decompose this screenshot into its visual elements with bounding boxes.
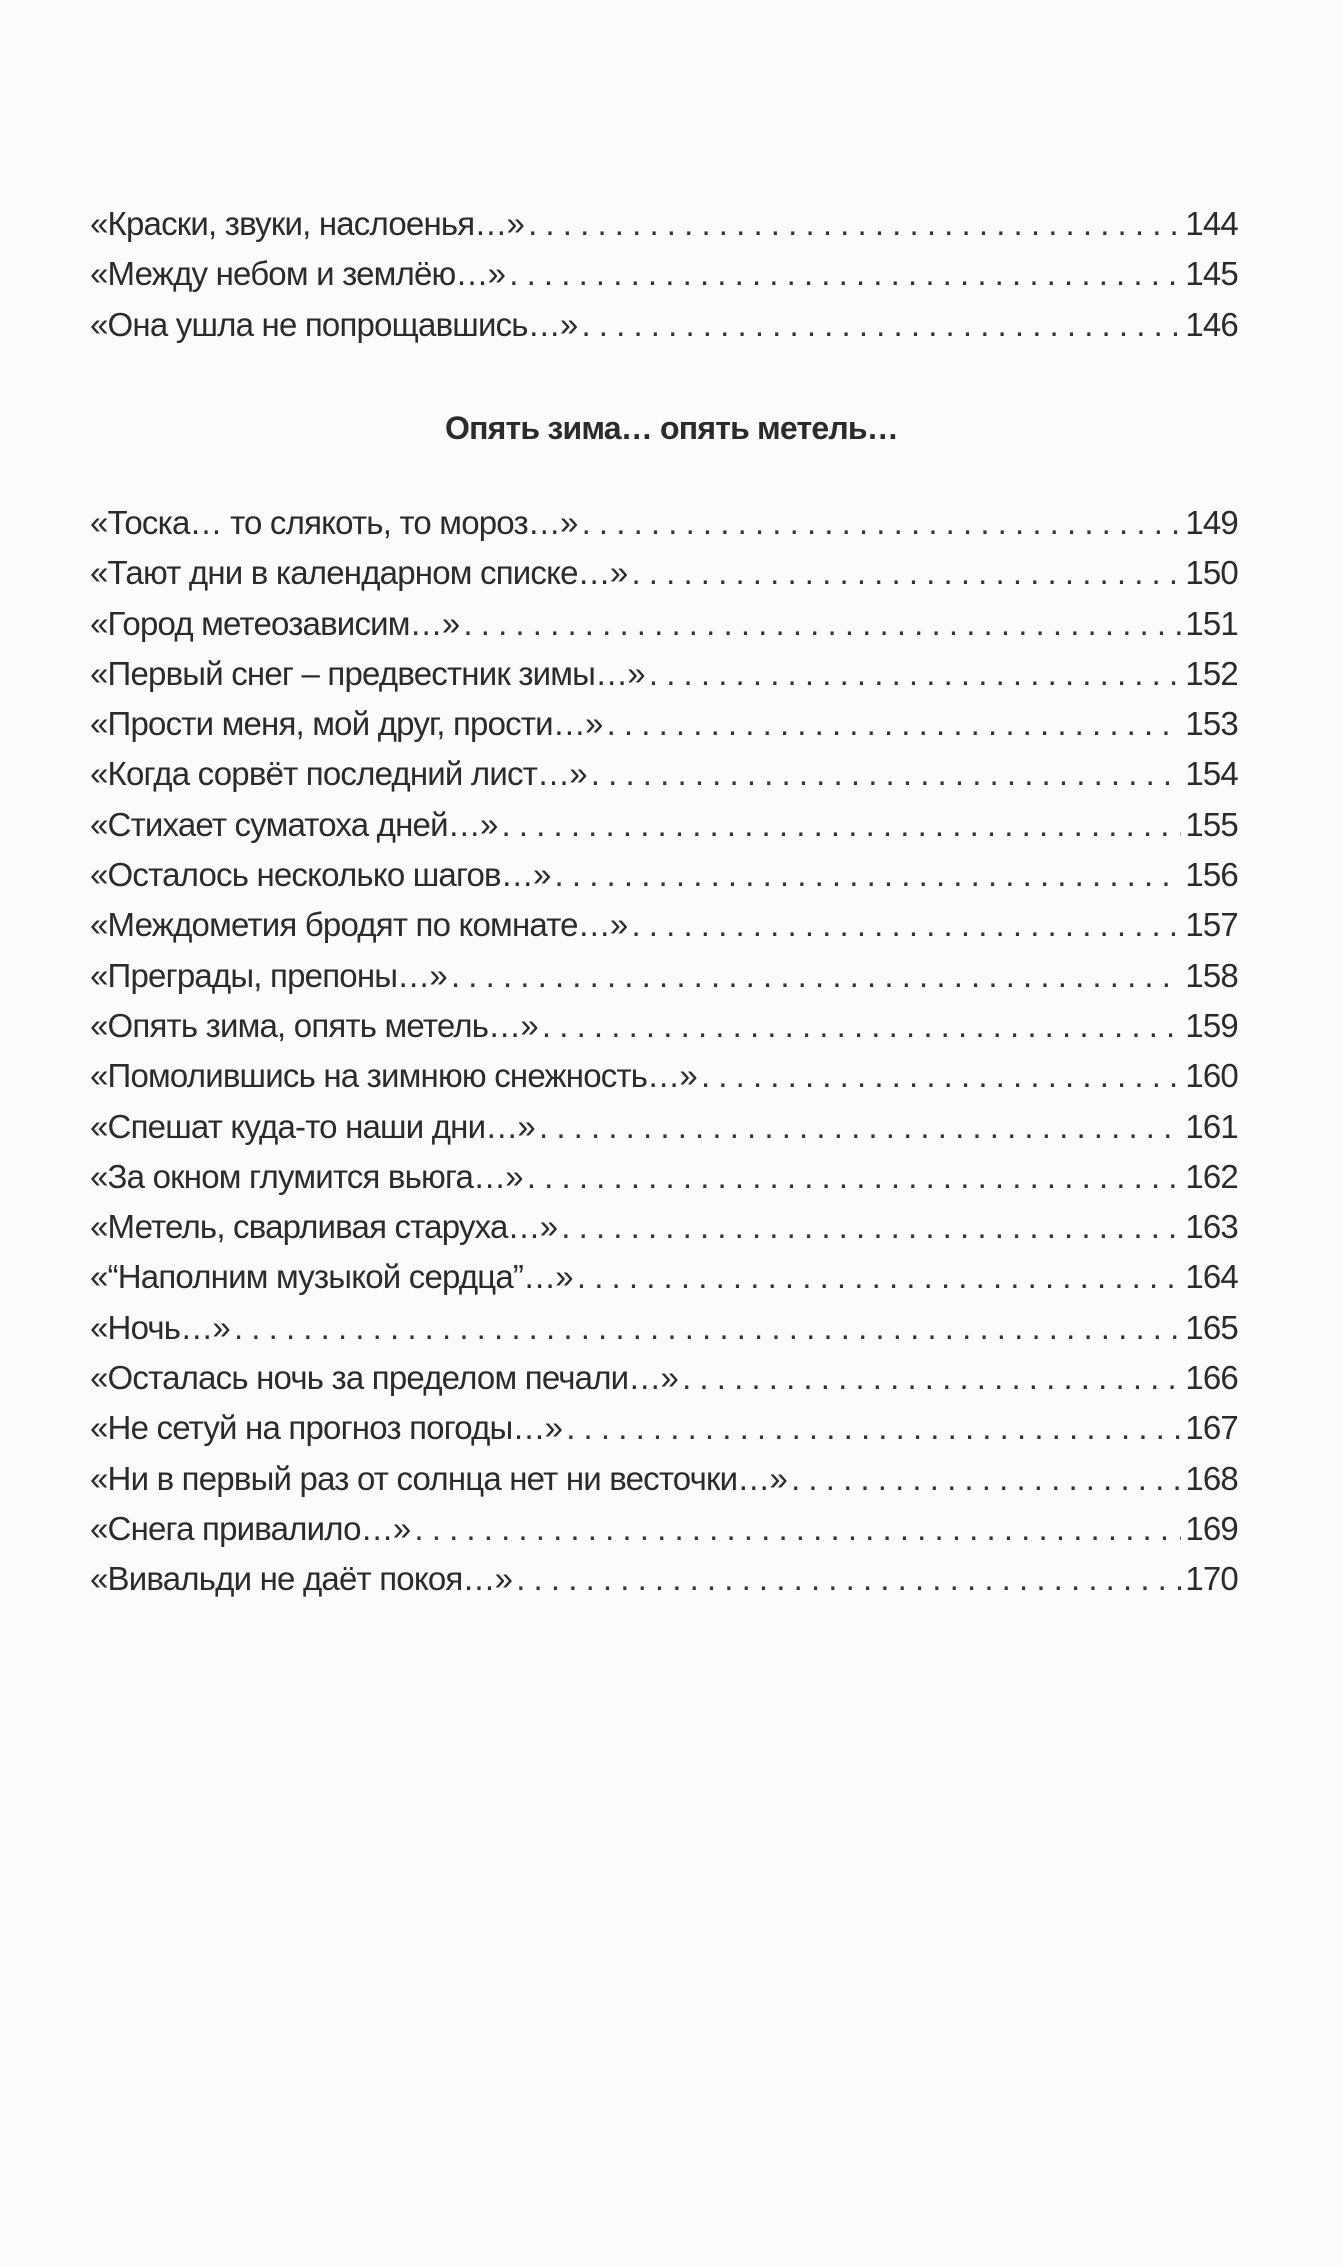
entry-title: «За окном глумится вьюга…» <box>90 1157 523 1195</box>
entry-page: 168 <box>1185 1459 1238 1497</box>
entry-page: 157 <box>1185 906 1238 944</box>
entry-title: «Помолившись на зимнюю снежность…» <box>90 1057 697 1095</box>
dot-leader <box>701 1057 1181 1095</box>
dot-leader <box>555 856 1182 894</box>
entry-title: «Преграды, препоны…» <box>90 956 447 994</box>
entry-page: 169 <box>1185 1509 1238 1547</box>
dot-leader <box>577 1258 1181 1296</box>
toc-entry[interactable] <box>90 554 1238 604</box>
entry-title: «Спешат куда-то наши дни…» <box>90 1107 535 1145</box>
dot-leader <box>682 1359 1181 1397</box>
dot-leader <box>591 755 1182 793</box>
toc-entry[interactable] <box>90 504 1238 554</box>
entry-page: 167 <box>1185 1409 1238 1447</box>
dot-leader <box>631 554 1181 592</box>
entry-page: 166 <box>1185 1359 1238 1397</box>
entry-title: «Тоска… то слякоть, то мороз…» <box>90 504 578 541</box>
entry-title: «Метель, сварливая старуха…» <box>90 1208 558 1246</box>
entry-page: 153 <box>1185 705 1238 743</box>
toc-entry[interactable] <box>90 705 1238 755</box>
dot-leader <box>502 806 1182 844</box>
entry-page: 155 <box>1185 805 1238 843</box>
toc-entry[interactable] <box>90 755 1238 805</box>
entry-page: 156 <box>1185 856 1238 894</box>
entry-title: «Опять зима, опять метель…» <box>90 1006 538 1044</box>
toc-entry[interactable] <box>90 856 1238 906</box>
entry-page: 164 <box>1185 1258 1238 1296</box>
entry-page: 150 <box>1185 554 1238 592</box>
dot-leader <box>649 655 1181 693</box>
dot-leader <box>527 1158 1182 1196</box>
entry-page: 154 <box>1185 755 1238 793</box>
entry-title: «Между небом и землёю…» <box>90 255 506 293</box>
entry-page: 160 <box>1185 1057 1238 1095</box>
toc-entry[interactable] <box>90 1359 1238 1409</box>
entry-title: «Первый снег – предвестник зимы…» <box>90 654 645 692</box>
toc-entry[interactable] <box>90 655 1238 705</box>
entry-title: «Прости меня, мой друг, прости…» <box>90 705 603 743</box>
toc-entry[interactable] <box>90 806 1238 856</box>
dot-leader <box>463 605 1181 643</box>
toc-entry[interactable] <box>90 1258 1238 1308</box>
dot-leader <box>561 1208 1181 1246</box>
entry-title: «Она ушла не попрощавшись…» <box>90 305 578 343</box>
entry-page: 151 <box>1185 604 1238 642</box>
entry-title: «Междометия бродят по комнате…» <box>90 906 628 944</box>
toc-entry[interactable] <box>90 957 1238 1007</box>
dot-leader <box>234 1309 1181 1347</box>
entry-title: «“Наполним музыкой сердца”…» <box>90 1258 573 1296</box>
toc-section-2 <box>90 504 1238 1611</box>
toc-entry[interactable] <box>90 255 1238 305</box>
dot-leader <box>451 957 1181 995</box>
entry-title: «Осталась ночь за пределом печали…» <box>90 1359 679 1397</box>
entry-page: 170 <box>1185 1560 1238 1598</box>
dot-leader <box>607 705 1182 743</box>
dot-leader <box>528 205 1181 243</box>
toc-entry[interactable] <box>90 906 1238 956</box>
entry-page: 145 <box>1185 255 1238 293</box>
entry-title: «Краски, звуки, наслоенья…» <box>90 205 525 242</box>
entry-title: «Тают дни в календарном списке…» <box>90 554 628 592</box>
toc-entry[interactable] <box>90 205 1238 255</box>
dot-leader <box>539 1108 1181 1146</box>
toc-entry[interactable] <box>90 1309 1238 1359</box>
section-heading: Опять зима… опять метель… <box>445 410 898 446</box>
toc-entry[interactable] <box>90 306 1238 356</box>
toc-entry[interactable] <box>90 1208 1238 1258</box>
dot-leader <box>509 255 1181 293</box>
toc-entry[interactable] <box>90 1560 1238 1610</box>
entry-title: «Ночь…» <box>90 1308 230 1346</box>
entry-page: 149 <box>1185 504 1238 541</box>
entry-page: 144 <box>1185 205 1238 242</box>
dot-leader <box>791 1460 1181 1498</box>
entry-page: 152 <box>1185 654 1238 692</box>
toc-entry[interactable] <box>90 1460 1238 1510</box>
entry-title: «Снега привалило…» <box>90 1509 411 1547</box>
toc-entry[interactable] <box>90 1158 1238 1208</box>
entry-title: «Город метеозависим…» <box>90 604 460 642</box>
entry-page: 159 <box>1185 1006 1238 1044</box>
entry-page: 163 <box>1185 1208 1238 1246</box>
toc-entry[interactable] <box>90 1409 1238 1459</box>
dot-leader <box>542 1007 1181 1045</box>
entry-page: 162 <box>1185 1157 1238 1195</box>
dot-leader <box>581 306 1181 344</box>
entry-page: 158 <box>1185 956 1238 994</box>
toc-entry[interactable] <box>90 1510 1238 1560</box>
toc-entry[interactable] <box>90 1108 1238 1158</box>
entry-title: «Когда сорвёт последний лист…» <box>90 755 587 793</box>
dot-leader <box>414 1510 1181 1548</box>
entry-title: «Стихает суматоха дней…» <box>90 805 498 843</box>
toc-section-1 <box>90 205 1238 356</box>
entry-page: 146 <box>1185 305 1238 343</box>
entry-page: 165 <box>1185 1308 1238 1346</box>
entry-title: «Осталось несколько шагов…» <box>90 856 551 894</box>
toc-entry[interactable] <box>90 1007 1238 1057</box>
dot-leader <box>516 1560 1181 1598</box>
toc-entry[interactable] <box>90 1057 1238 1107</box>
toc-entry[interactable] <box>90 605 1238 655</box>
entry-title: «Ни в первый раз от солнца нет ни весточки…» <box>90 1459 788 1497</box>
dot-leader <box>566 1409 1181 1447</box>
dot-leader <box>631 906 1181 944</box>
entry-title: «Не сетуй на прогноз погоды…» <box>90 1409 563 1447</box>
entry-title: «Вивальди не даёт покоя…» <box>90 1560 513 1598</box>
dot-leader <box>582 504 1182 542</box>
entry-page: 161 <box>1185 1107 1238 1145</box>
